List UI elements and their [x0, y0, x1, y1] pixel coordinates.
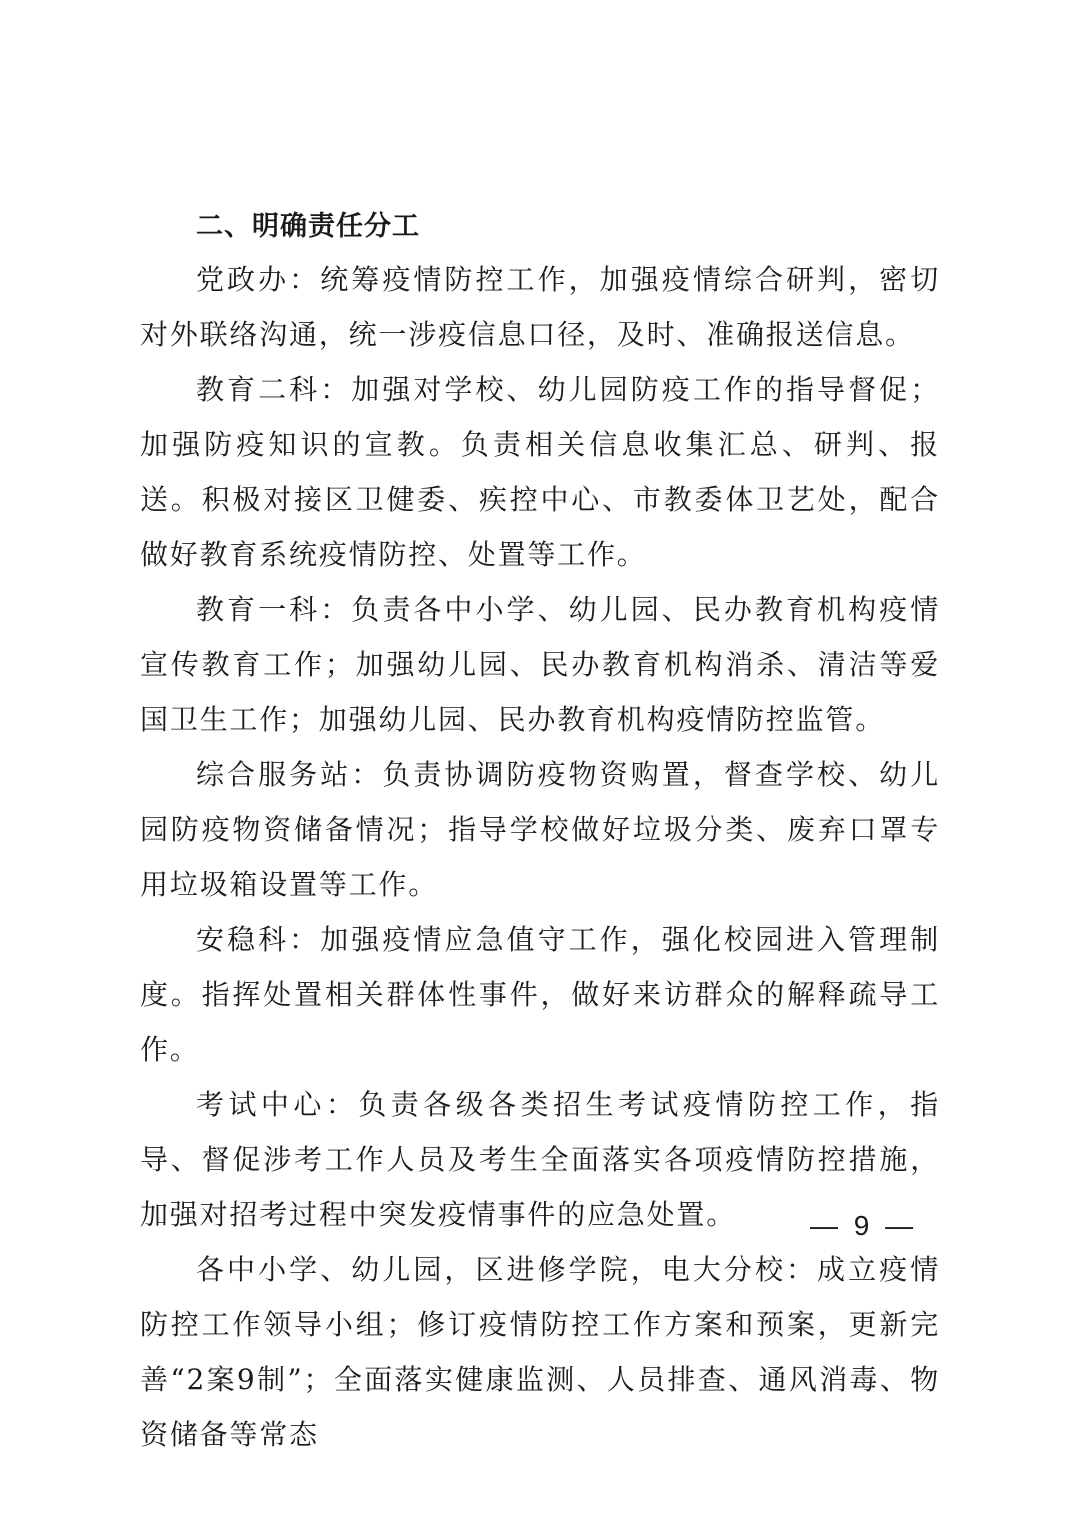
section-heading: 二、明确责任分工: [196, 211, 420, 242]
paragraph-party-office: 党政办：统筹疫情防控工作，加强疫情综合研判，密切对外联络沟通，统一涉疫信息口径，及时、准确报送信息。: [140, 263, 940, 351]
paragraph-security-section: 安稳科：加强疫情应急值守工作，强化校园进入管理制度。指挥处置相关群体性事件，做好来访群众的解释疏导工作。: [140, 923, 940, 1066]
body-text: [140, 252, 940, 1462]
paragraph-exam-center: 考试中心：负责各级各类招生考试疫情防控工作，指导、督促涉考工作人员及考生全面落实各项疫情防控措施，加强对招考过程中突发疫情事件的应急处置。: [140, 1088, 940, 1231]
page-number: — 9 —: [810, 1210, 918, 1241]
paragraph-education-section-1: 教育一科：负责各中小学、幼儿园、民办教育机构疫情宣传教育工作；加强幼儿园、民办教育机构消杀、清洁等爱国卫生工作；加强幼儿园、民办教育机构疫情防控监管。: [140, 593, 940, 736]
paragraph-schools: 各中小学、幼儿园，区进修学院，电大分校：成立疫情防控工作领导小组；修订疫情防控工作方案和预案，更新完善“2案9制”；全面落实健康监测、人员排查、通风消毒、物资储备等常态: [140, 1253, 940, 1451]
paragraph-education-section-2: 教育二科：加强对学校、幼儿园防疫工作的指导督促；加强防疫知识的宣教。负责相关信息收集汇总、研判、报送。积极对接区卫健委、疾控中心、市教委体卫艺处，配合做好教育系统疫情防控、处置等工作。: [140, 373, 940, 571]
paragraph-service-station: 综合服务站：负责协调防疫物资购置，督查学校、幼儿园防疫物资储备情况；指导学校做好垃圾分类、废弃口罩专用垃圾箱设置等工作。: [140, 758, 940, 901]
